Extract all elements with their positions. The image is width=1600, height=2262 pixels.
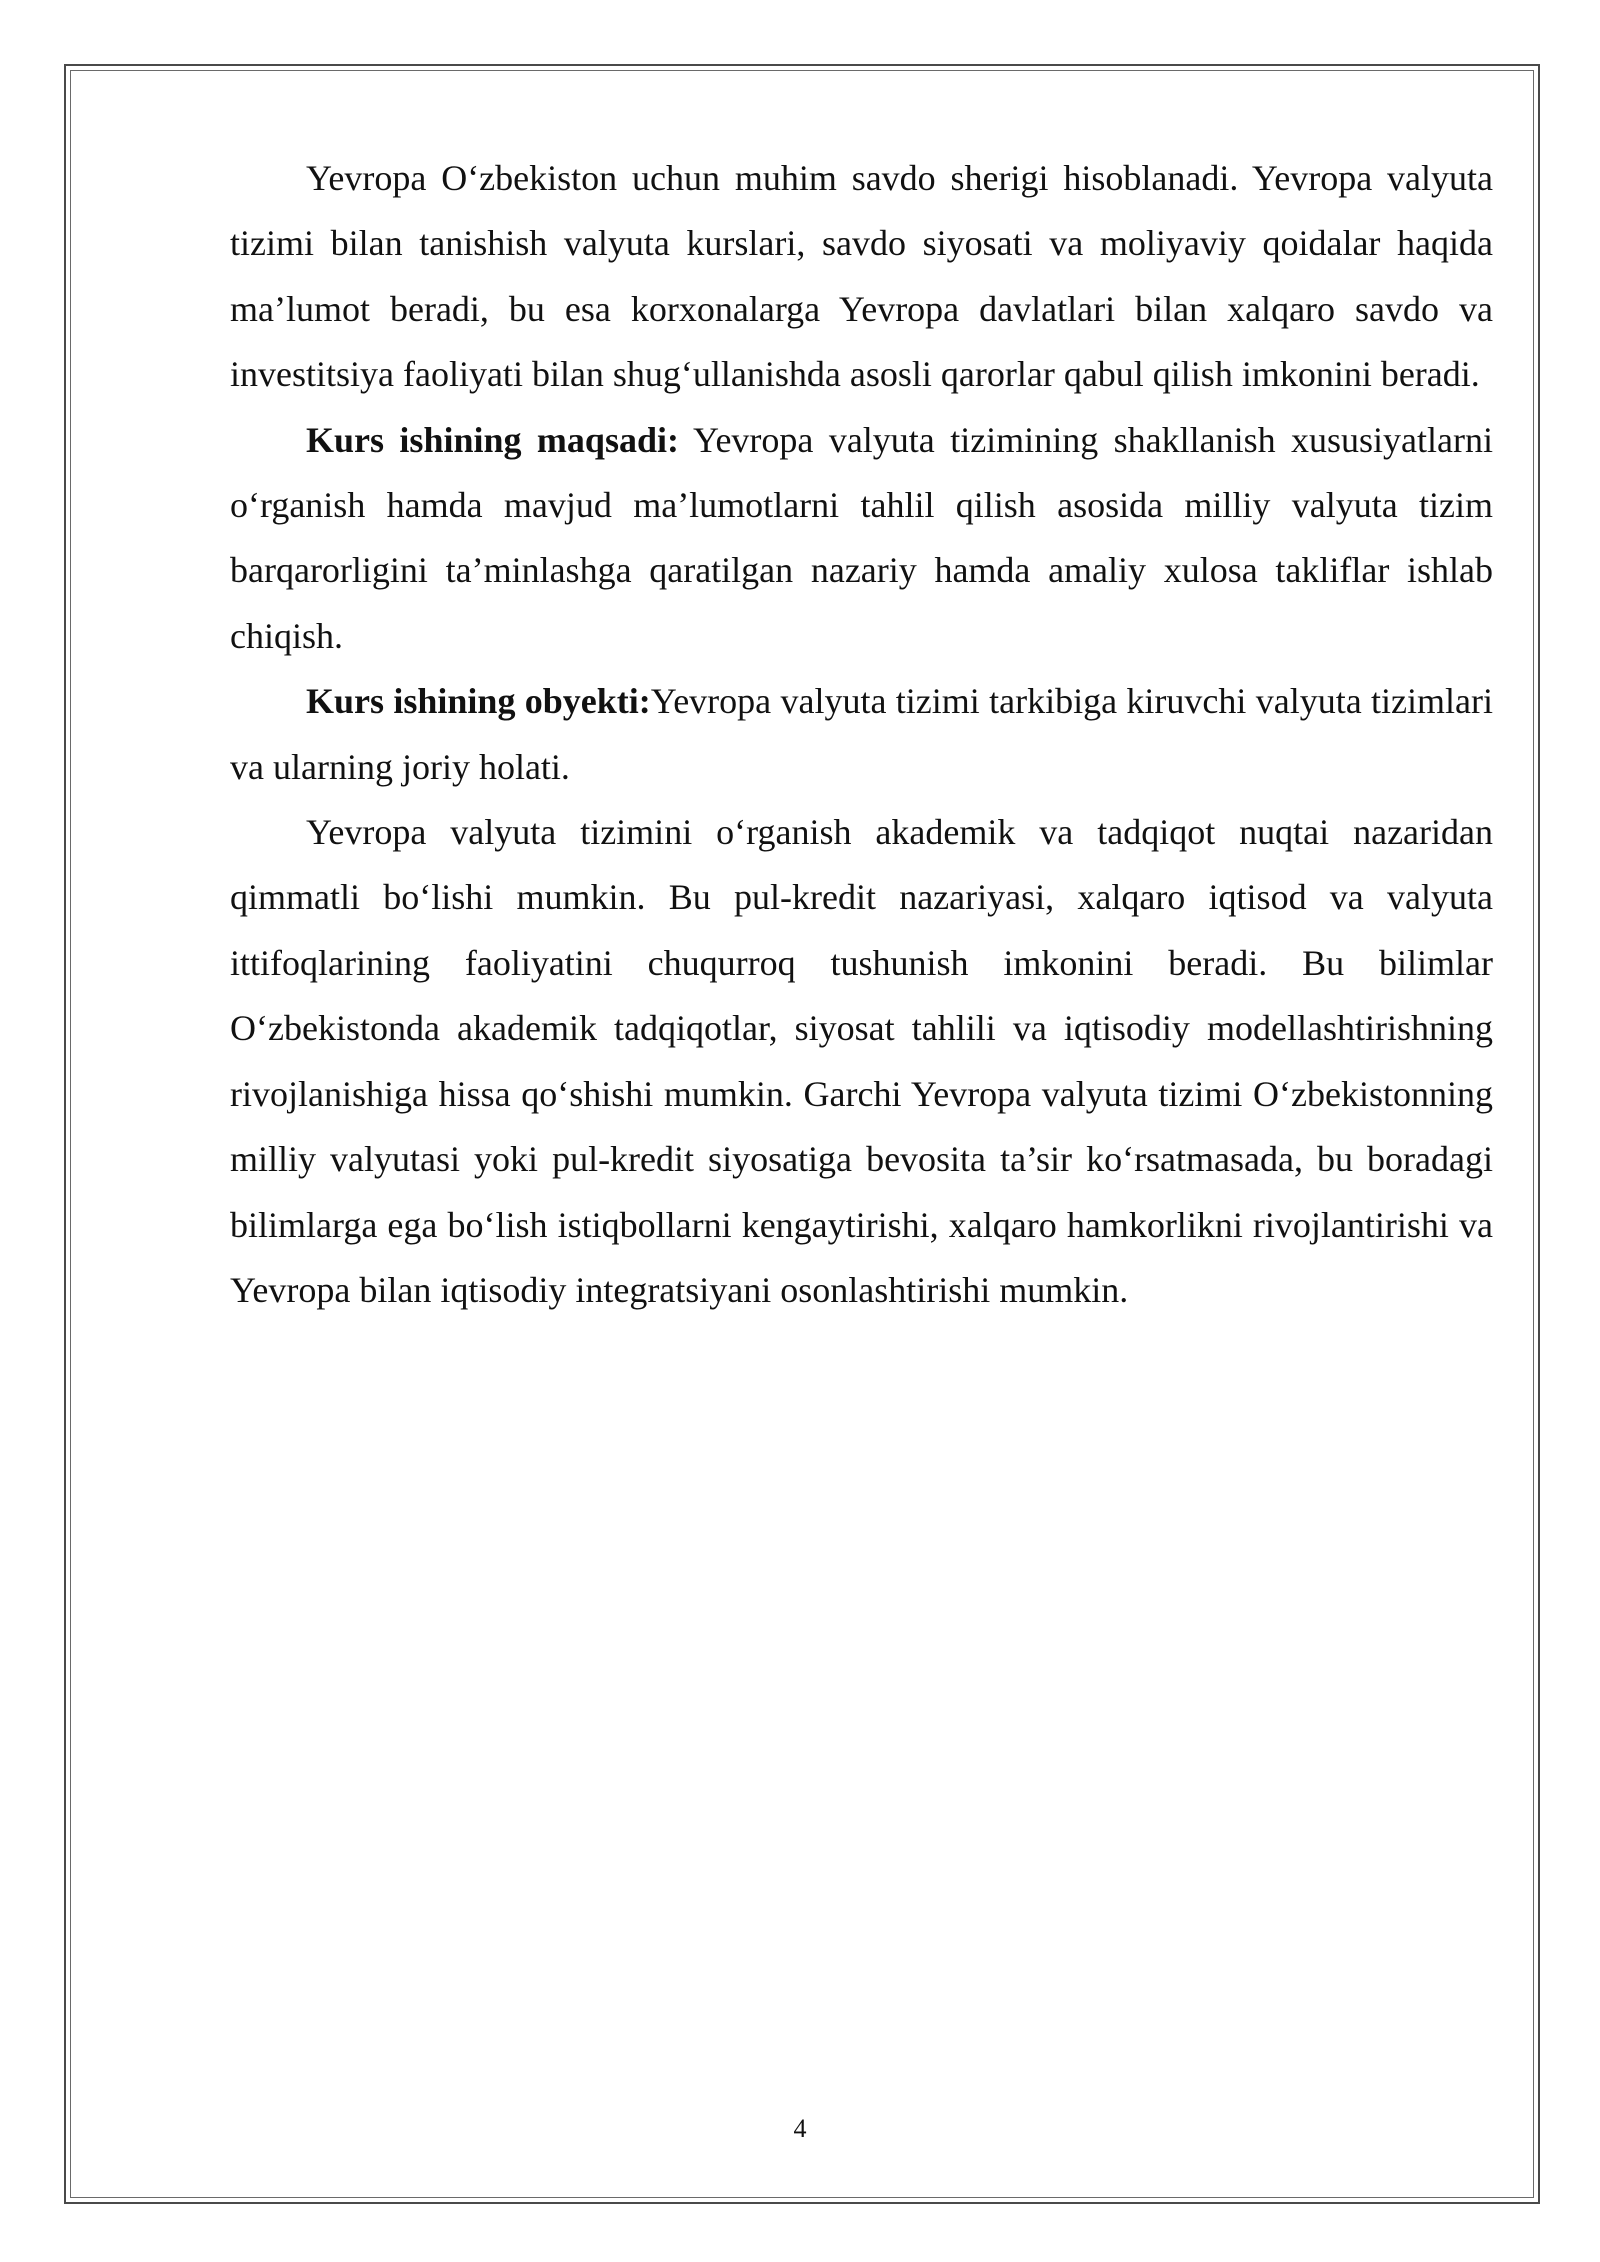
paragraph-introduction bbox=[230, 146, 1493, 408]
paragraph-course-object bbox=[230, 669, 1493, 800]
paragraph-text: Yevropa valyuta tizimini o‘rganish akademik va tadqiqot nuqtai nazaridan qimmatli bo‘lishi mumkin. Bu pul-kredit nazariyasi, xalqaro iqtisod va valyuta ittifoqlarining faoliyatini chuqurroq tushunish imkonini beradi. Bu bilimlar O‘zbekistonda akademik tadqiqotlar, siyosat tahlili va iqtisodiy modellashtirishning rivojlanishiga hissa qo‘shishi mumkin. Garchi Yevropa valyuta tizimi O‘zbekistonning milliy valyutasi yoki pul-kredit siyosatiga bevosita ta’sir ko‘rsatmasada, bu boradagi bilimlarga ega bo‘lish istiqbollarni kengaytirishi, xalqaro hamkorlikni rivojlantirishi va Yevropa bilan iqtisodiy integratsiyani osonlashtirishi mumkin. bbox=[230, 812, 1493, 1310]
paragraph-study-value bbox=[230, 800, 1493, 1323]
paragraph-lead-object: Kurs ishining obyekti: bbox=[306, 681, 651, 722]
page-number: 4 bbox=[793, 2114, 807, 2143]
paragraph-text: Yevropa valyuta tizimi tarkibiga kiruvchi valyuta tizimlari va ularning joriy holati. bbox=[230, 681, 1493, 787]
document-body bbox=[230, 146, 1493, 1323]
paragraph-lead-goal: Kurs ishining maqsadi: bbox=[306, 419, 679, 460]
paragraph-course-goal bbox=[230, 408, 1493, 670]
paragraph-text: Yevropa O‘zbekiston uchun muhim savdo sherigi hisoblanadi. Yevropa valyuta tizimi bilan tanishish valyuta kurslari, savdo siyosati va moliyaviy qoidalar haqida ma’lumot beradi, bu esa korxonalarga Yevropa davlatlari bilan xalqaro savdo va investitsiya faoliyati bilan shug‘ullanishda asosli qarorlar qabul qilish imkonini beradi. bbox=[230, 158, 1493, 395]
paragraph-text: Yevropa valyuta tizimining shakllanish xususiyatlarni o‘rganish hamda mavjud ma’lumotlarni tahlil qilish asosida milliy valyuta tizim barqarorligini ta’minlashga qaratilgan nazariy hamda amaliy xulosa takliflar ishlab chiqish. bbox=[230, 419, 1493, 656]
